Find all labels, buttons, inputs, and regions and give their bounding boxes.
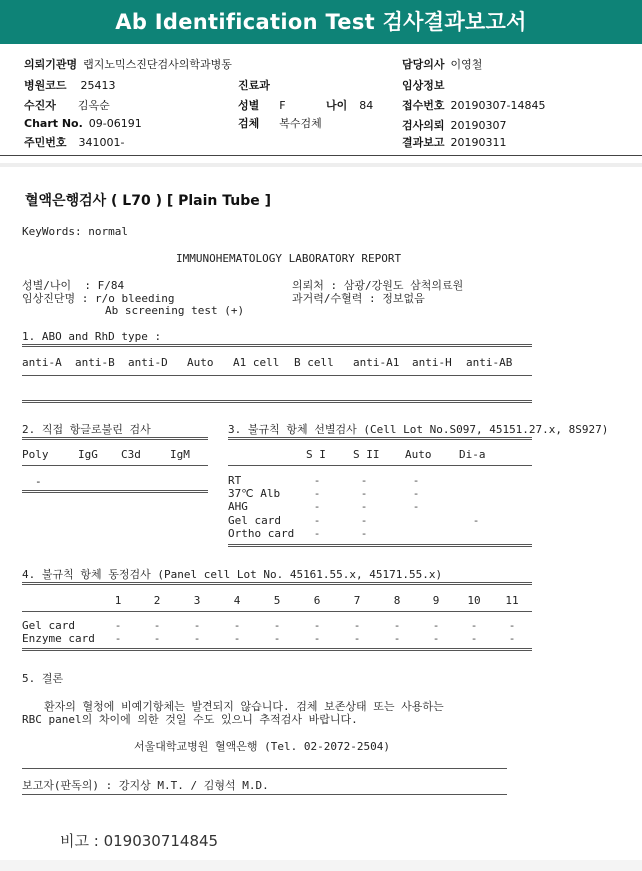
panel-cell: -: [193, 632, 201, 645]
divider: [22, 794, 507, 795]
footer-band: [0, 860, 642, 871]
conclusion-line-2: RBC panel의 차이에 의한 것일 수도 있으니 추적검사 바랍니다.: [22, 713, 358, 726]
screen-dia: Di-a: [459, 448, 486, 461]
screen-cell: -: [313, 474, 321, 487]
panel-cell: -: [508, 632, 516, 645]
abo-b-cell: B cell: [294, 356, 334, 369]
abo-a1-cell: A1 cell: [233, 356, 280, 369]
panel-cell: -: [233, 632, 241, 645]
screen-cell: -: [360, 514, 368, 527]
divider: [22, 768, 507, 769]
panel-cell: -: [508, 619, 516, 632]
panel-cell: -: [273, 619, 281, 632]
report-banner: Ab Identification Test 검사결과보고서: [0, 0, 642, 44]
divider: [228, 465, 532, 466]
panel-cell: -: [153, 632, 161, 645]
receipt-row: 접수번호 20190307-14845: [402, 99, 546, 112]
divider: [22, 611, 532, 612]
dat-igm: IgM: [170, 448, 190, 461]
screen-row-label: AHG: [228, 500, 248, 513]
contact-line: 서울대학교병원 혈액은행 (Tel. 02-2072-2504): [134, 740, 390, 753]
specimen-row: 검체 복수검체: [238, 117, 322, 130]
screen-si: S I: [306, 448, 326, 461]
panel-cell: -: [393, 632, 401, 645]
panel-row-label: Gel card: [22, 619, 75, 632]
ssn-row: 주민번호 341001-: [24, 136, 125, 149]
panel-number: 4: [233, 594, 241, 607]
panel-cell: -: [353, 632, 361, 645]
screen-cell: -: [360, 487, 368, 500]
panel-number: 3: [193, 594, 201, 607]
panel-number: 7: [353, 594, 361, 607]
screen-row-label: Ortho card: [228, 527, 295, 540]
section2-title: 2. 직접 항글로불린 검사: [22, 423, 151, 436]
panel-number: 10: [467, 594, 481, 607]
header-divider: [0, 155, 642, 156]
agency-row: 의뢰기관명 랩지노믹스진단검사의학과병동: [24, 58, 232, 71]
abo-anti-a1: anti-A1: [353, 356, 400, 369]
lab-report-title: IMMUNOHEMATOLOGY LABORATORY REPORT: [176, 252, 402, 265]
abo-anti-b: anti-B: [75, 356, 115, 369]
section-gap: [0, 163, 642, 167]
report-title: 혈액은행검사 ( L70 ) [ Plain Tube ]: [25, 193, 272, 209]
panel-number: 1: [114, 594, 122, 607]
note: 비고 : 019030714845: [60, 832, 219, 850]
screen-cell: -: [412, 474, 420, 487]
screen-cell: -: [360, 500, 368, 513]
divider: [22, 400, 532, 403]
request-row: 검사의뢰 20190307: [402, 119, 507, 132]
diagnosis: 임상진단명 : r/o bleeding: [22, 292, 175, 305]
panel-number: 6: [313, 594, 321, 607]
panel-cell: -: [313, 632, 321, 645]
abo-auto: Auto: [187, 356, 214, 369]
divider: [228, 544, 532, 547]
panel-cell: -: [273, 632, 281, 645]
section3-title: 3. 불규칙 항체 선별검사 (Cell Lot No.S097, 45151.27.x, 8S927): [228, 423, 609, 436]
divider: [22, 582, 532, 585]
screen-auto: Auto: [405, 448, 432, 461]
panel-cell: -: [313, 619, 321, 632]
sex-age: 성별/나이 : F/84: [22, 279, 125, 292]
chart-row: Chart No. 09-06191: [24, 117, 142, 130]
clinical-row: 임상정보: [402, 79, 445, 92]
divider: [22, 344, 532, 347]
panel-cell: -: [193, 619, 201, 632]
screen-cell: -: [313, 500, 321, 513]
panel-cell: -: [393, 619, 401, 632]
abo-anti-a: anti-A: [22, 356, 62, 369]
conclusion-line-1: 환자의 혈청에 비예기항체는 발견되지 않습니다. 검체 보존상태 또는 사용하는: [44, 700, 444, 713]
dat-igg: IgG: [78, 448, 98, 461]
panel-cell: -: [353, 619, 361, 632]
screen-row-label: RT: [228, 474, 242, 487]
panel-number: 2: [153, 594, 161, 607]
report-date-row: 결과보고 20190311: [402, 136, 507, 149]
panel-number: 11: [505, 594, 519, 607]
panel-cell: -: [114, 619, 122, 632]
panel-cell: -: [114, 632, 122, 645]
screen-cell: -: [412, 487, 420, 500]
panel-cell: -: [470, 619, 478, 632]
screen-cell: -: [313, 514, 321, 527]
doctor-row: 담당의사 이영철: [402, 58, 483, 71]
dat-poly: Poly: [22, 448, 49, 461]
screen-cell: -: [313, 487, 321, 500]
screen-cell: -: [412, 500, 420, 513]
screen-cell: -: [472, 514, 480, 527]
reporter-line: 보고자(판독의) : 강지상 M.T. / 김형석 M.D.: [22, 779, 269, 792]
panel-row-label: Enzyme card: [22, 632, 95, 645]
panel-cell: -: [233, 619, 241, 632]
section4-title: 4. 불규칙 항체 동정검사 (Panel cell Lot No. 45161.55.x, 45171.55.x): [22, 568, 443, 581]
abo-anti-h: anti-H: [412, 356, 452, 369]
panel-cell: -: [470, 632, 478, 645]
section5-title: 5. 결론: [22, 672, 64, 685]
keywords: KeyWords: normal: [22, 225, 128, 238]
divider: [22, 490, 208, 493]
divider: [22, 375, 532, 376]
screen-row-label: Gel card: [228, 514, 281, 527]
history: 과거력/수혈력 : 정보없음: [292, 292, 425, 305]
hospital-code-row: 병원코드 25413: [24, 79, 116, 92]
requester: 의뢰처 : 삼광/강원도 삼척의료원: [292, 279, 464, 292]
panel-cell: -: [432, 619, 440, 632]
divider: [22, 648, 532, 651]
abo-anti-ab: anti-AB: [466, 356, 513, 369]
panel-number: 8: [393, 594, 401, 607]
screen-cell: -: [313, 527, 321, 540]
panel-cell: -: [432, 632, 440, 645]
divider: [228, 437, 532, 440]
abo-anti-d: anti-D: [128, 356, 168, 369]
age-row: 나이 84: [326, 99, 374, 112]
dat-c3d: C3d: [121, 448, 141, 461]
screen-row-label: 37℃ Alb: [228, 487, 281, 500]
panel-number: 5: [273, 594, 281, 607]
patient-row: 수진자 김옥순: [24, 99, 110, 112]
panel-cell: -: [153, 619, 161, 632]
dat-value: -: [35, 475, 42, 488]
sex-row: 성별 F: [238, 99, 286, 112]
panel-number: 9: [432, 594, 440, 607]
ab-screening-note: Ab screening test (+): [105, 304, 245, 317]
section1-title: 1. ABO and RhD type :: [22, 330, 162, 343]
divider: [22, 437, 208, 440]
screen-cell: -: [360, 527, 368, 540]
divider: [22, 465, 208, 466]
screen-sii: S II: [353, 448, 380, 461]
dept-row: 진료과: [238, 79, 270, 92]
screen-cell: -: [360, 474, 368, 487]
